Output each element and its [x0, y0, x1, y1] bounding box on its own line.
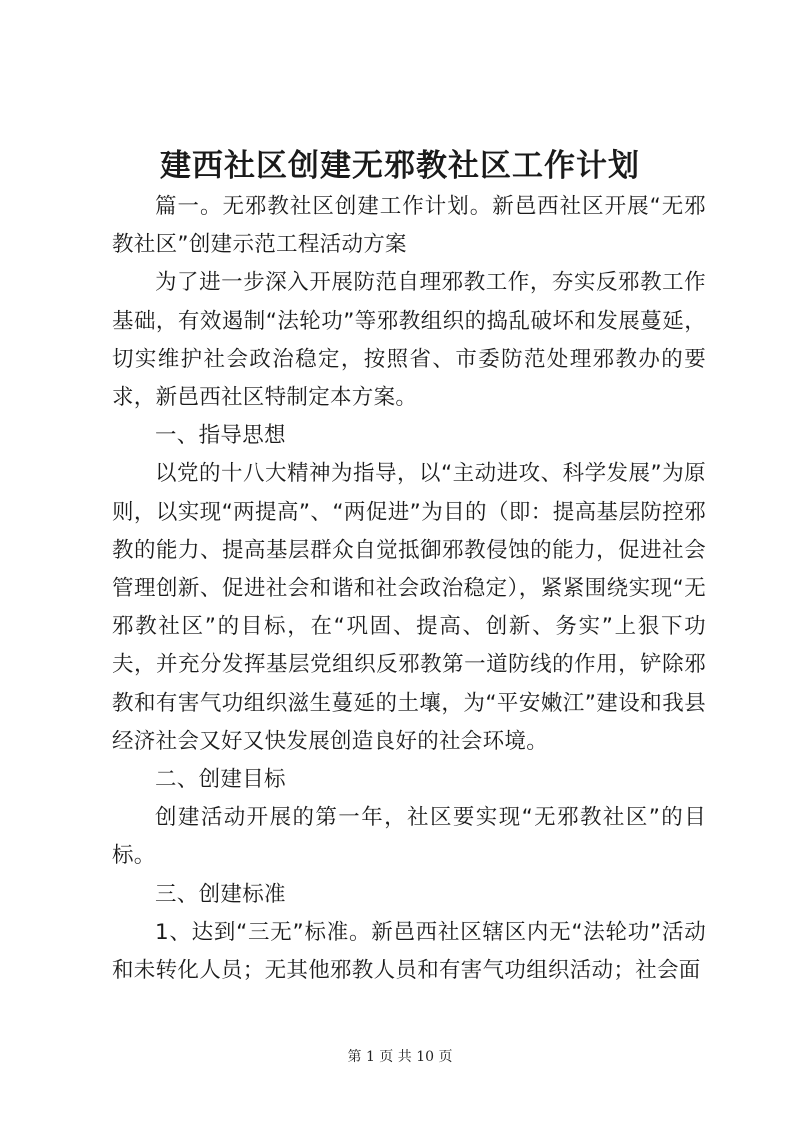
guiding-ideology-paragraph: 以党的十八大精神为指导，以“主动进攻、科学发展”为原则，以实现“两提高”、“两促进”为目的（即：提高基层防控邪教的能力、提高基层群众自觉抵御邪教侵蚀的能力，促进社会管理创新、促进社会和谐和社会政治稳定），紧紧围绕实现“无邪教社区”的目标，在“巩固、提高、创新、务实”上狠下功夫，并充分发挥基层党组织反邪教第一道防线的作用，铲除邪教和有害气功组织滋生蔓延的土壤，为“平安嫩江”建设和我县经济社会又好又快发展创造良好的社会环境。: [112, 461, 706, 754]
section-heading: 一、指导思想: [155, 423, 286, 449]
purpose-paragraph: 为了进一步深入开展防范自理邪教工作，夯实反邪教工作基础，有效遏制“法轮功”等邪教组织的捣乱破坏和发展蔓延，切实维护社会政治稳定，按照省、市委防范处理邪教办的要求，新邑西社区特制定本方案。: [112, 270, 706, 411]
intro-paragraph: 篇一。无邪教社区创建工作计划。新邑西社区开展“无邪教社区”创建示范工程活动方案: [112, 194, 706, 258]
section-heading: 二、创建目标: [155, 767, 286, 793]
goal-paragraph: 创建活动开展的第一年，社区要实现“无邪教社区”的目标。: [112, 805, 706, 869]
document-body: [112, 188, 706, 990]
document-title: 建西社区创建无邪教社区工作计划: [160, 148, 640, 184]
section-heading: 三、创建标准: [155, 881, 286, 907]
standard-paragraph: 1、达到“三无”标准。新邑西社区辖区内无“法轮功”活动和未转化人员；无其他邪教人员和有害气功组织活动；社会面: [112, 919, 706, 984]
page-number-footer: 第 1 页 共 10 页: [347, 1049, 453, 1065]
